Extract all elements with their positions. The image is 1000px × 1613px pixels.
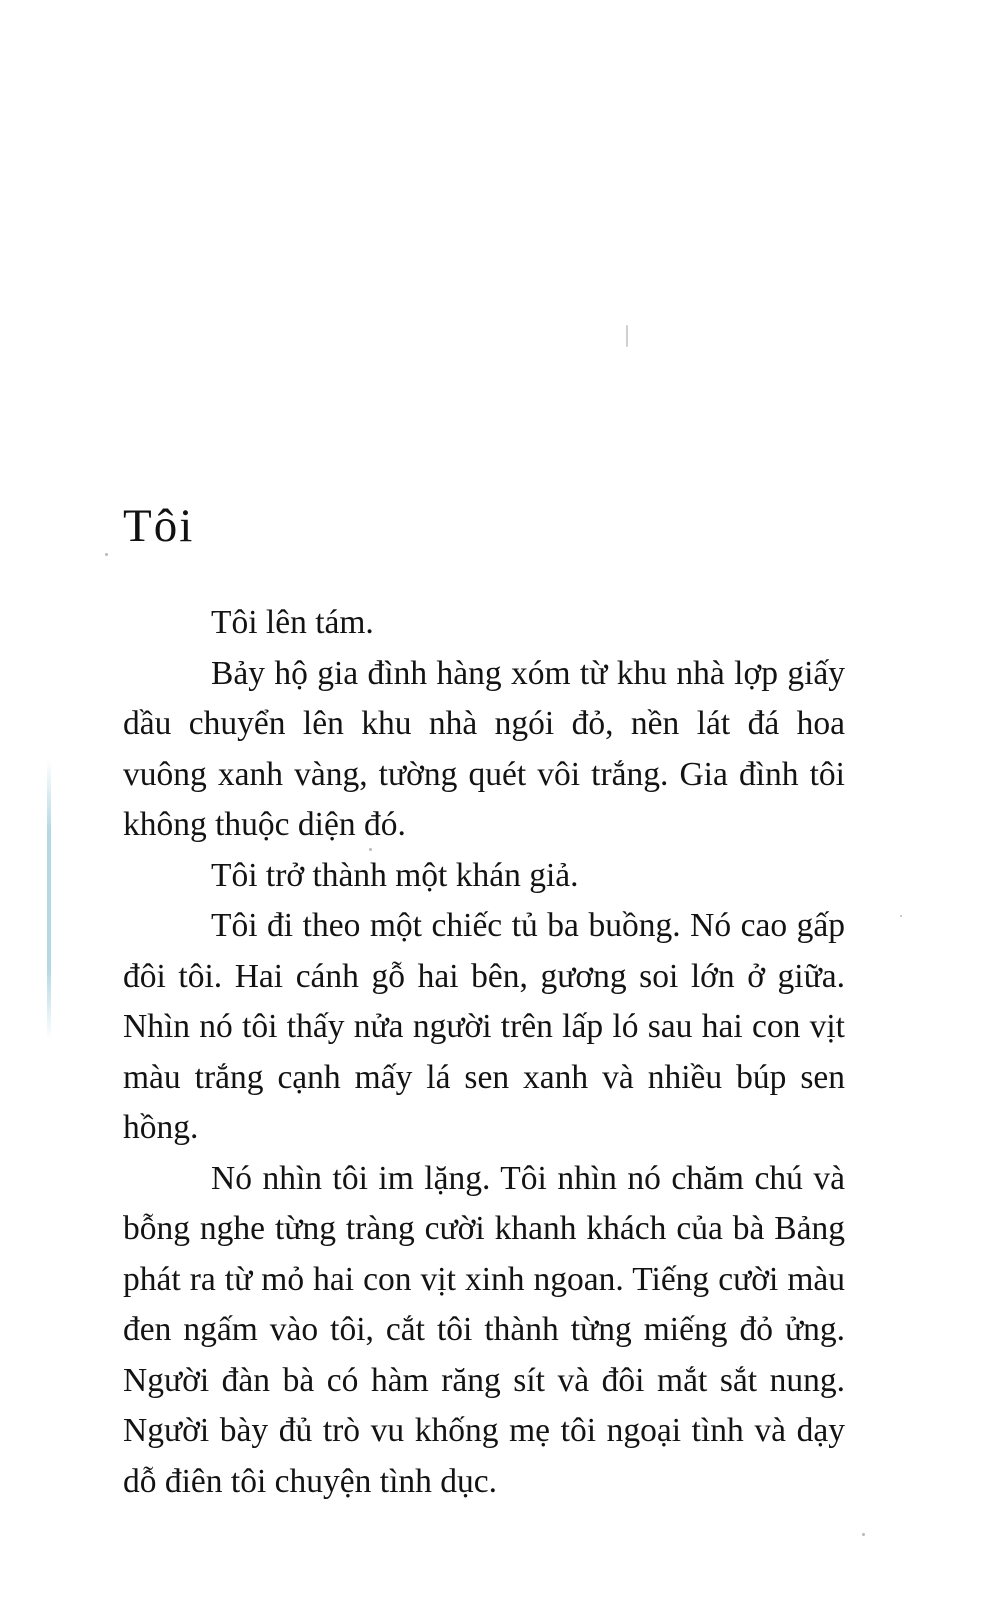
scan-speckle — [626, 325, 628, 347]
paragraph: Tôi đi theo một chiếc tủ ba buồng. Nó cao gấp đôi tôi. Hai cánh gỗ hai bên, gương soi lớn ở giữa. Nhìn nó tôi thấy nửa người trên lấp ló sau hai con vịt màu trắng cạnh mấy lá sen xanh và nhiều búp sen hồng. — [123, 907, 845, 1146]
paragraph: Tôi trở thành một khán giả. — [211, 856, 579, 894]
page-left-edge — [0, 0, 3, 1613]
scan-speckle — [862, 1533, 865, 1536]
scan-edge-artifact — [47, 760, 51, 1040]
paragraph: Nó nhìn tôi im lặng. Tôi nhìn nó chăm chú và bỗng nghe từng tràng cười khanh khách của bà Bảng phát ra từ mỏ hai con vịt xinh ngoan. Tiếng cười màu đen ngấm vào tôi, cắt tôi thành từng miếng đỏ ửng. Người đàn bà có hàm răng sít và đôi mắt sắt nung. Người bày đủ trò vu khống mẹ tôi ngoại tình và dạy dỗ điên tôi chuyện tình dục. — [123, 1159, 845, 1500]
body-text — [123, 598, 845, 1507]
scan-speckle — [900, 915, 902, 917]
paragraph: Tôi lên tám. — [211, 604, 374, 641]
scan-speckle — [105, 553, 108, 556]
paragraph: Bảy hộ gia đình hàng xóm từ khu nhà lợp giấy dầu chuyển lên khu nhà ngói đỏ, nền lát đá hoa vuông xanh vàng, tường quét vôi trắng. Gia đình tôi không thuộc diện đó. — [123, 654, 845, 843]
chapter-title: Tôi — [123, 500, 195, 553]
